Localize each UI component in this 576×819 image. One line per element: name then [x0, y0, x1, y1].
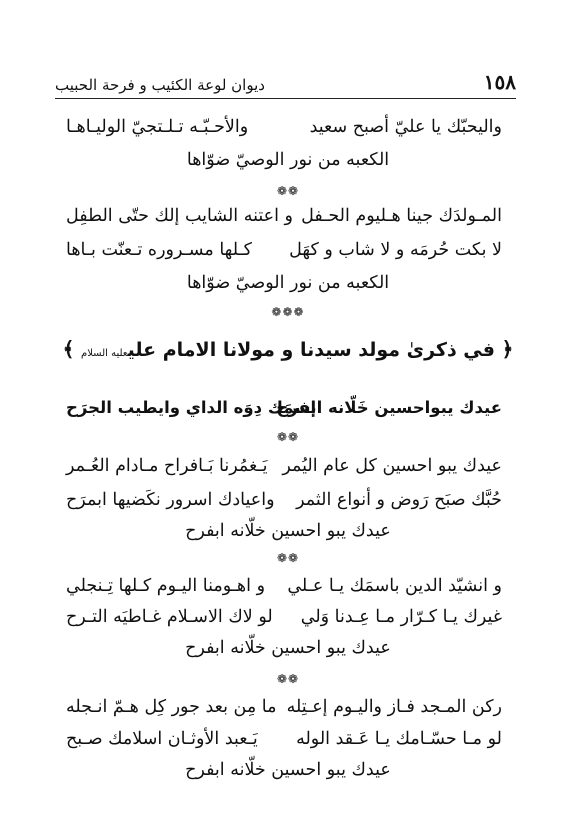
verse-5-right: حُبَّك صبَح رَوض و أنواع الثمر	[296, 490, 502, 510]
refrain-3: عيدك يبو احسين خلّانه ابفرح	[185, 521, 391, 541]
refrain-5: عيدك يبو احسين خلّانه ابفرح	[185, 760, 391, 780]
ornament-double-3: ❁❁	[276, 551, 300, 565]
refrain-2: الكعبه من نور الوصيّ ضوّاها	[186, 273, 390, 293]
verse-6-right: و انشيّد الدين باسمَك يـا عـلي	[287, 576, 502, 596]
verse-6-left: و اهـومنا اليـوم كـلها تِـنجلي	[66, 576, 266, 596]
verse-7-left: لو لاك الاسـلام غـاطيَه التـرح	[66, 607, 273, 627]
verse-4-left: يَـغمُرنا بَـافراح مـادام العُـمر	[66, 456, 268, 476]
verse-1-left: والأحـبّـه تـلـتجيّ الوليـاهـا	[66, 117, 249, 137]
verse-8-left: ما مِن بعد جور كِل هـمّ انـجله	[66, 697, 277, 717]
verse-5-left: واعيادك اسرور نكَضيها ابمرَح	[66, 490, 275, 510]
ornament-double-4: ❁❁	[276, 672, 300, 686]
verse-9-right: لو مـا حسّـامك يـا عَـقد الوله	[296, 729, 502, 749]
ornament-double-2: ❁❁	[276, 430, 300, 444]
verse-3-left: كـلها مسـروره تـعنّت بـاها	[66, 240, 252, 260]
verse-2-right: المـولدَك جينا هـليوم الحـفل	[301, 206, 502, 226]
verse-4-right: عيدك يبو احسين كل عام اليُمر	[282, 456, 502, 476]
verse-9-left: يَـعبد الأوثـان اسلامك صـبح	[66, 729, 258, 749]
refrain-4: عيدك يبو احسين خلّانه ابفرح	[185, 638, 391, 658]
poem-title	[0, 337, 576, 361]
verse-8-right: ركن المـجد فـاز واليـوم إعـتِله	[286, 697, 502, 717]
verse-1-right: واليحبّك يا عليّ أصبح سعيد	[309, 117, 502, 137]
running-title: ديوان لوعة الكئيب و فرحة الحبيب	[55, 76, 265, 94]
verse-7-right: غيرك يـا كـرّار مـا عِـدنا وَلي	[300, 607, 502, 627]
honorific: عليه السلام	[81, 348, 128, 359]
page-header	[55, 64, 516, 99]
verse-3-right: لا بكت حُرمَه و لا شاب و كهَل	[289, 240, 502, 260]
ornament-double-1: ❁❁	[276, 184, 300, 198]
ornament-triple: ❁❁❁	[271, 305, 305, 319]
opening-verse-right: عيدك يبواحسين خَلّانه ابفرح	[276, 398, 502, 417]
refrain-1: الكعبه من نور الوصيّ ضوّاها	[186, 150, 390, 170]
title-ornament-right: ﴿	[501, 337, 514, 361]
opening-verse-left: إسمَك دِوَه الداي وايطيب الجرَح	[66, 398, 317, 417]
page-number: ١٥٨	[483, 70, 516, 94]
title-ornament-left: ﴾	[62, 337, 75, 361]
poem-title-text: في ذكرىٰ مولد سيدنا و مولانا الامام علي	[127, 339, 495, 361]
verse-2-left: و اعتنه الشايب إلك حتّى الطفِل	[66, 206, 293, 226]
